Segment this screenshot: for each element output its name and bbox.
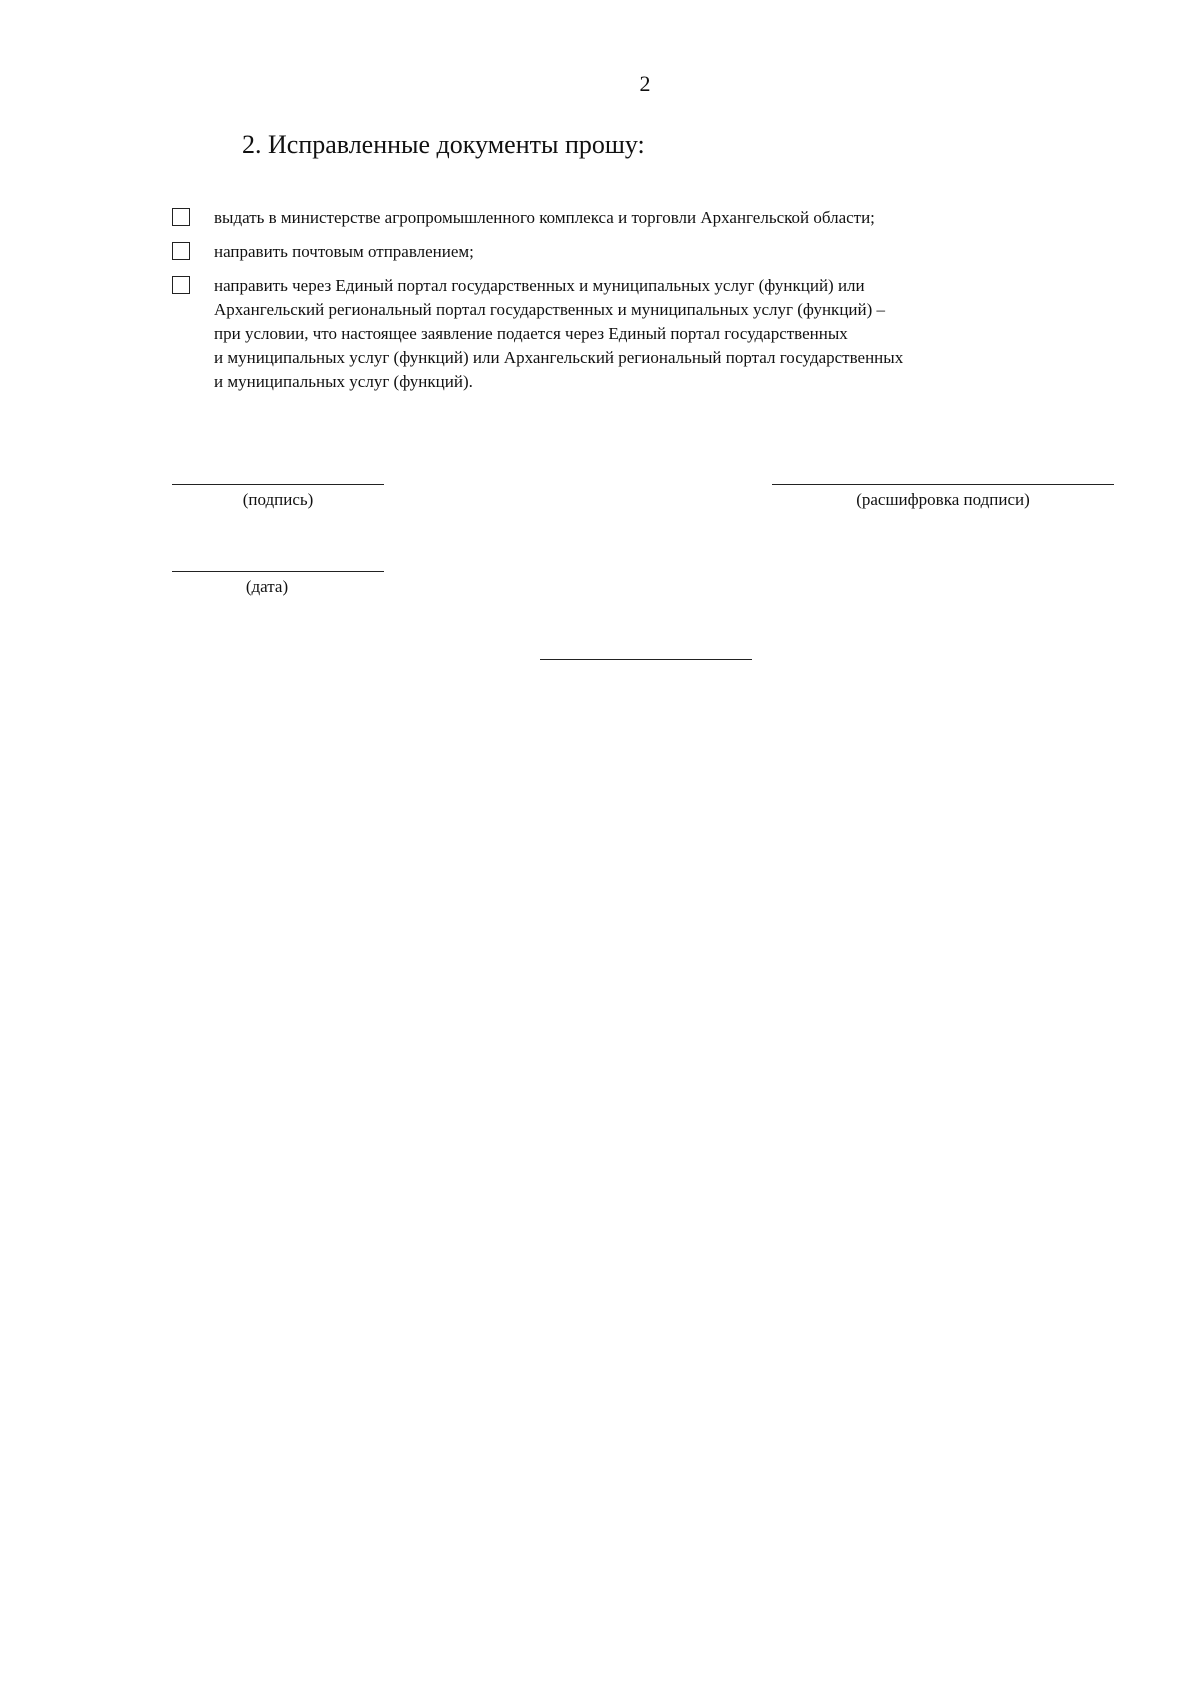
option-text-line: Архангельский региональный портал государственных и муниципальных услуг (функций) – — [214, 300, 886, 319]
page-number: 2 — [639, 71, 651, 96]
option-text-line: при условии, что настоящее заявление подается через Единый портал государственных — [214, 324, 848, 343]
option-text-line: направить через Единый портал государственных и муниципальных услуг (функций) или — [214, 276, 865, 295]
signature-decoding-caption: (расшифровка подписи) — [856, 490, 1030, 509]
checkbox-issue-at-ministry[interactable] — [172, 208, 190, 226]
date-line[interactable] — [172, 571, 384, 572]
option-text-line: выдать в министерстве агропромышленного комплекса и торговли Архангельской области; — [214, 208, 875, 227]
signature-caption: (подпись) — [242, 490, 314, 509]
option-text-line: и муниципальных услуг (функций) или Архангельский региональный портал государственных — [214, 348, 904, 367]
option-send-via-portal — [172, 274, 1072, 394]
closing-separator — [540, 659, 752, 660]
option-send-by-post — [172, 240, 1072, 264]
date-caption: (дата) — [245, 577, 289, 596]
option-text-line: направить почтовым отправлением; — [214, 242, 474, 261]
section-heading: 2. Исправленные документы прошу: — [242, 130, 645, 159]
signature-line[interactable] — [172, 484, 384, 485]
checkbox-send-by-post[interactable] — [172, 242, 190, 260]
option-issue-at-ministry — [172, 206, 1072, 230]
delivery-options-list — [172, 206, 1072, 404]
checkbox-send-via-portal[interactable] — [172, 276, 190, 294]
signature-decoding-line[interactable] — [772, 484, 1114, 485]
option-text-line: и муниципальных услуг (функций). — [214, 372, 473, 391]
